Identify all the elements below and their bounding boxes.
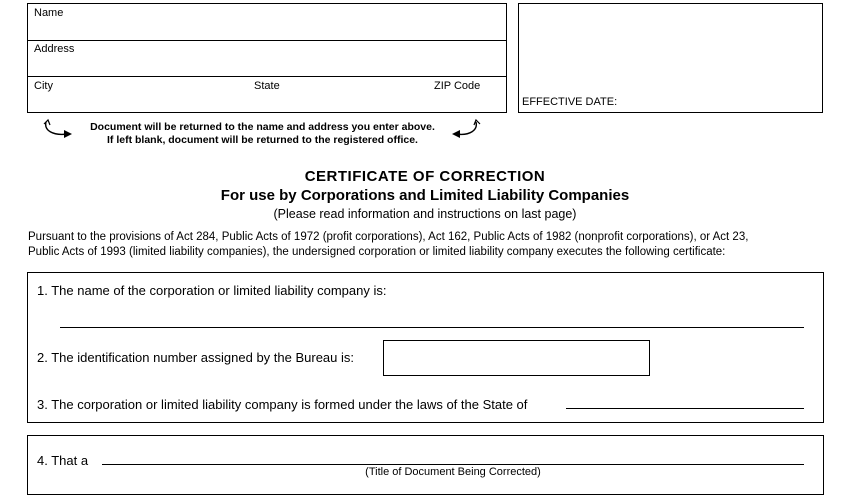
document-title-field[interactable] [102, 447, 806, 465]
city-label: City [34, 80, 53, 92]
company-name-field[interactable] [60, 308, 806, 328]
page-title: CERTIFICATE OF CORRECTION [304, 168, 546, 185]
state-label: State [254, 80, 280, 92]
zip-label: ZIP Code [434, 80, 481, 92]
company-name-line [60, 327, 804, 328]
address-label: Address [34, 43, 75, 55]
divider [27, 76, 507, 77]
item4-box [27, 435, 824, 495]
divider [27, 40, 507, 41]
intro-line1: Pursuant to the provisions of Act 284, Public Acts of 1972 (profit corporations), Act 162, Public Acts of 1982 (nonprofit corporations), or Act 23, [28, 231, 749, 243]
instructions-note: (Please read information and instructions on last page) [273, 207, 577, 221]
state-of-formation-field[interactable] [566, 391, 806, 409]
effective-date-label: EFFECTIVE DATE: [522, 96, 618, 108]
return-notice-line1: Document will be returned to the name and address you enter above. [90, 121, 435, 133]
intro-line2: Public Acts of 1993 (limited liability companies), the undersigned corporation or limited liability company executes the following certificate: [28, 246, 726, 258]
return-notice-line2: If left blank, document will be returned to the registered office. [107, 134, 418, 146]
item4-label: 4. That a [37, 453, 89, 468]
item3-label: 3. The corporation or limited liability company is formed under the laws of the State of [37, 397, 528, 412]
city-field[interactable] [32, 93, 246, 112]
address-field[interactable] [32, 56, 504, 76]
name-label: Name [34, 7, 64, 19]
zip-field[interactable] [432, 93, 506, 112]
state-of-formation-line [566, 408, 804, 409]
document-title-caption: (Title of Document Being Corrected) [365, 466, 541, 478]
identification-number-field[interactable] [383, 340, 650, 376]
page-subtitle: For use by Corporations and Limited Liability Companies [220, 187, 630, 204]
item1-label: 1. The name of the corporation or limited liability company is: [37, 283, 387, 298]
document-title-line [102, 464, 804, 465]
name-field[interactable] [32, 20, 504, 40]
item2-label: 2. The identification number assigned by the Bureau is: [37, 350, 355, 365]
state-field[interactable] [250, 93, 429, 112]
